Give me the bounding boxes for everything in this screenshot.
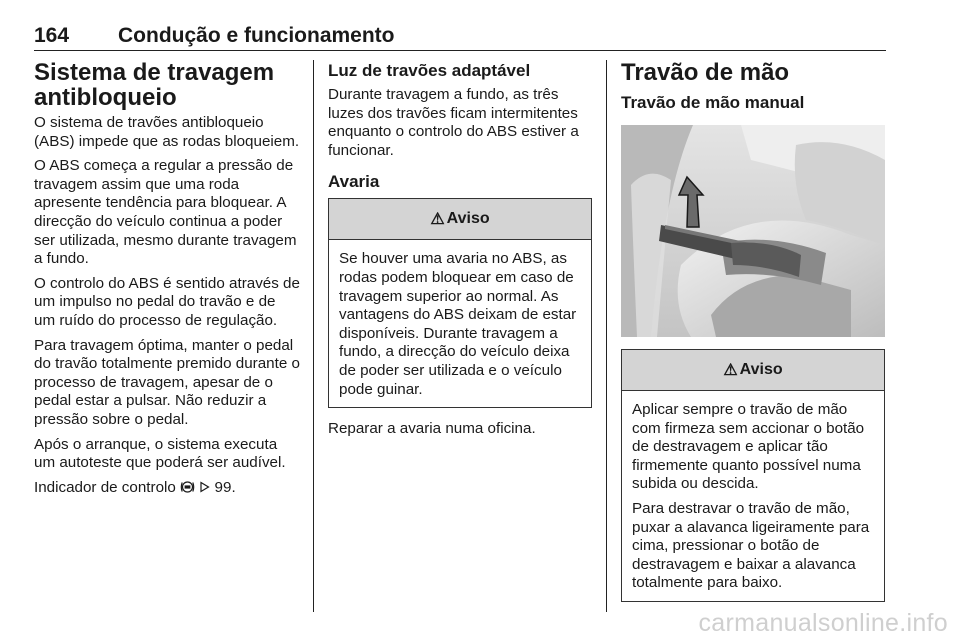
manual-parking-brake-heading: Travão de mão manual [621,93,805,112]
chapter-title: Condução e funcionamento [118,24,395,47]
column-divider [313,60,314,612]
control-indicator-paragraph [34,479,300,498]
parking-brake-illustration [621,125,885,337]
warning-box [621,349,885,602]
warning-title: Aviso [739,361,783,378]
warning-header [329,199,591,240]
abs-heading: Sistema de travagem antibloqueio [34,59,275,111]
adaptive-brake-light-paragraph: Durante travagem a fundo, as três luzes dos travões ficam intermitentes enquanto o controlo do ABS estiver a funcionar. [328,86,579,159]
warning-box [328,198,592,408]
warning-header [622,350,884,391]
page-number: 164 [34,24,70,47]
watermark: carmanualsonline.info [698,609,948,637]
abs-paragraph: Para travagem óptima, manter o pedal do travão totalmente premido durante o processo de travagem, apesar de o pedal estar a pulsar. Não reduzir a pressão sobre o pedal. [34,336,300,428]
page-reference-icon [199,479,210,496]
repair-paragraph: Reparar a avaria numa oficina. [328,420,536,438]
adaptive-brake-light-heading: Luz de travões adaptável [328,61,531,80]
abs-warning-light-icon [180,479,195,496]
control-indicator-text: Indicador de controlo [34,478,176,496]
abs-paragraph: Após o arranque, o sistema executa um autoteste que poderá ser audível. [34,435,286,472]
abs-paragraph: O ABS começa a regular a pressão de travagem assim que uma roda apresente tendência para bloquear. A direcção do veículo continua a poder ser utilizada, mesmo durante travagem a fundo. [34,157,297,268]
warning-text: Se houver uma avaria no ABS, as rodas podem bloquear em caso de travagem superior ao normal. As vantagens do ABS deixam de estar disponíveis. Durante travagem a fundo, a direcção do veículo deixa de poder ser utilizada e o veículo pode guinar. [339,250,577,398]
fault-heading: Avaria [328,172,380,192]
warning-text: Para destravar o travão de mão, puxar a alavanca ligeiramente para cima, pressionar o botão de destravagem e baixar a alavanca totalmente para baixo. [632,499,870,592]
abs-paragraph: O sistema de travões antibloqueio (ABS) impede que as rodas bloqueiem. [34,114,300,150]
warning-triangle-icon: ⚠ [430,211,445,229]
page-header [34,24,886,51]
parking-brake-section [621,60,885,602]
column-divider [606,60,607,612]
warning-body [329,240,591,407]
warning-title: Aviso [446,210,490,228]
abs-paragraph: O controlo do ABS é sentido através de um impulso no pedal do travão e de um ruído do processo de regulação. [34,274,300,329]
adaptive-brake-light-section [328,60,592,439]
warning-triangle-icon: ⚠ [723,362,738,379]
page-reference[interactable]: 99. [214,478,236,496]
parking-brake-heading: Travão de mão [621,59,790,86]
warning-body [622,391,884,601]
warning-text: Aplicar sempre o travão de mão com firmeza sem accionar o botão de destravagem e aplicar tão firmemente quanto possível numa subida ou descida. [632,401,865,493]
abs-section [34,60,300,497]
